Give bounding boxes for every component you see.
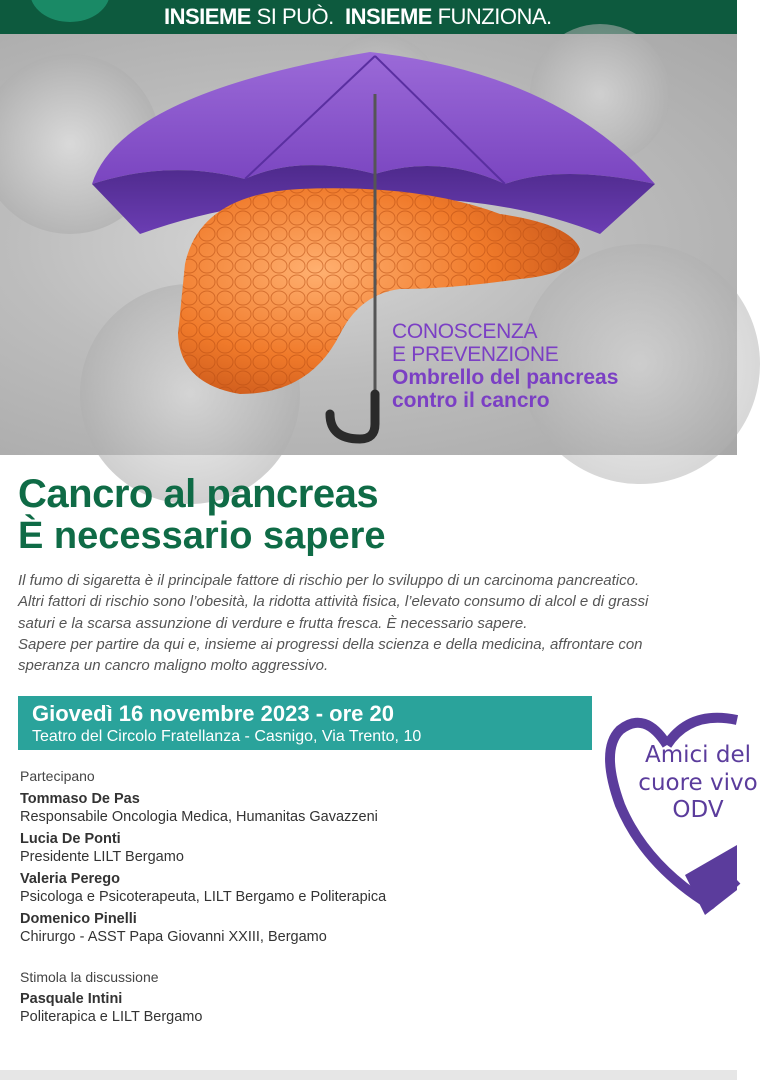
event-venue: Teatro del Circolo Fratellanza - Casnigo, Via Trento, 10 [32, 728, 422, 745]
event-date: Giovedì 16 novembre 2023 - ore 20 [32, 701, 394, 726]
hero-caption-line: E PREVENZIONE [392, 343, 559, 367]
intro-line: Sapere per partire da qui e, insieme ai progressi della scienza e della medicina, affrontare con [18, 635, 643, 653]
badge-line: Amici del [644, 742, 751, 768]
slogan-part2-bold: INSIEME [345, 4, 432, 29]
intro-paragraph [18, 570, 718, 676]
slogan-part1-bold: INSIEME [164, 4, 251, 29]
slogan-part1-light: SI PUÒ. [250, 4, 334, 29]
participant-name: Tommaso De Pas [20, 790, 140, 807]
participants-section [20, 768, 580, 1030]
moderator-role: Politerapica e LILT Bergamo [20, 1009, 203, 1026]
participant [20, 790, 580, 826]
heart-ribbon [685, 845, 737, 915]
event-info-box [18, 696, 592, 750]
moderator-name: Pasquale Intini [20, 991, 123, 1007]
hero-caption [392, 320, 618, 412]
top-banner [0, 0, 737, 34]
badge-line: cuore vivo [638, 769, 758, 796]
hero-caption-line: contro il cancro [392, 389, 550, 413]
participant [20, 870, 580, 906]
hero-caption-line: Ombrello del pancreas [392, 366, 619, 390]
participant-role: Chirurgo - ASST Papa Giovanni XXIII, Bergamo [20, 929, 327, 946]
heart-outline [667, 718, 737, 745]
heart-badge-text [628, 742, 768, 825]
hero-image [0, 34, 737, 455]
intro-line: saturi e la scarsa assunzione di verdure e frutta fresca. È necessario sapere. [18, 614, 528, 632]
badge-line: ODV [672, 797, 724, 824]
participant-role: Presidente LILT Bergamo [20, 848, 184, 865]
participant [20, 910, 580, 946]
participant-name: Lucia De Ponti [20, 830, 121, 847]
spacer [20, 951, 580, 969]
participant [20, 830, 580, 866]
participant-name: Valeria Perego [20, 871, 120, 887]
hero-caption-line: CONOSCENZA [392, 320, 538, 343]
participants-label: Partecipano [20, 768, 95, 784]
page-title: Cancro al pancreas [18, 472, 379, 516]
moderator-label: Stimola la discussione [20, 968, 159, 985]
slogan-part2-light: FUNZIONA. [431, 4, 552, 29]
bottom-strip [0, 1070, 737, 1080]
intro-line: Altri fattori di rischio sono l’obesità, la ridotta attività fisica, l’elevato consumo di alcol e di grassi [18, 593, 649, 611]
intro-line: Il fumo di sigaretta è il principale fattore di rischio per lo sviluppo di un carcinoma pancreatico. [18, 572, 640, 589]
participant-name: Domenico Pinelli [20, 911, 137, 928]
logo-shape [30, 0, 110, 22]
participant-role: Psicologa e Psicoterapeuta, LILT Bergamo e Politerapica [20, 889, 387, 906]
participant-role: Responsabile Oncologia Medica, Humanitas Gavazzeni [20, 808, 378, 825]
umbrella-pancreas-illustration [0, 34, 737, 455]
slogan [164, 4, 552, 30]
moderator [20, 990, 580, 1026]
intro-line: speranza un cancro maligno molto aggressivo. [18, 657, 329, 675]
umbrella-handle [330, 394, 375, 439]
page-subtitle: È necessario sapere [18, 515, 386, 557]
